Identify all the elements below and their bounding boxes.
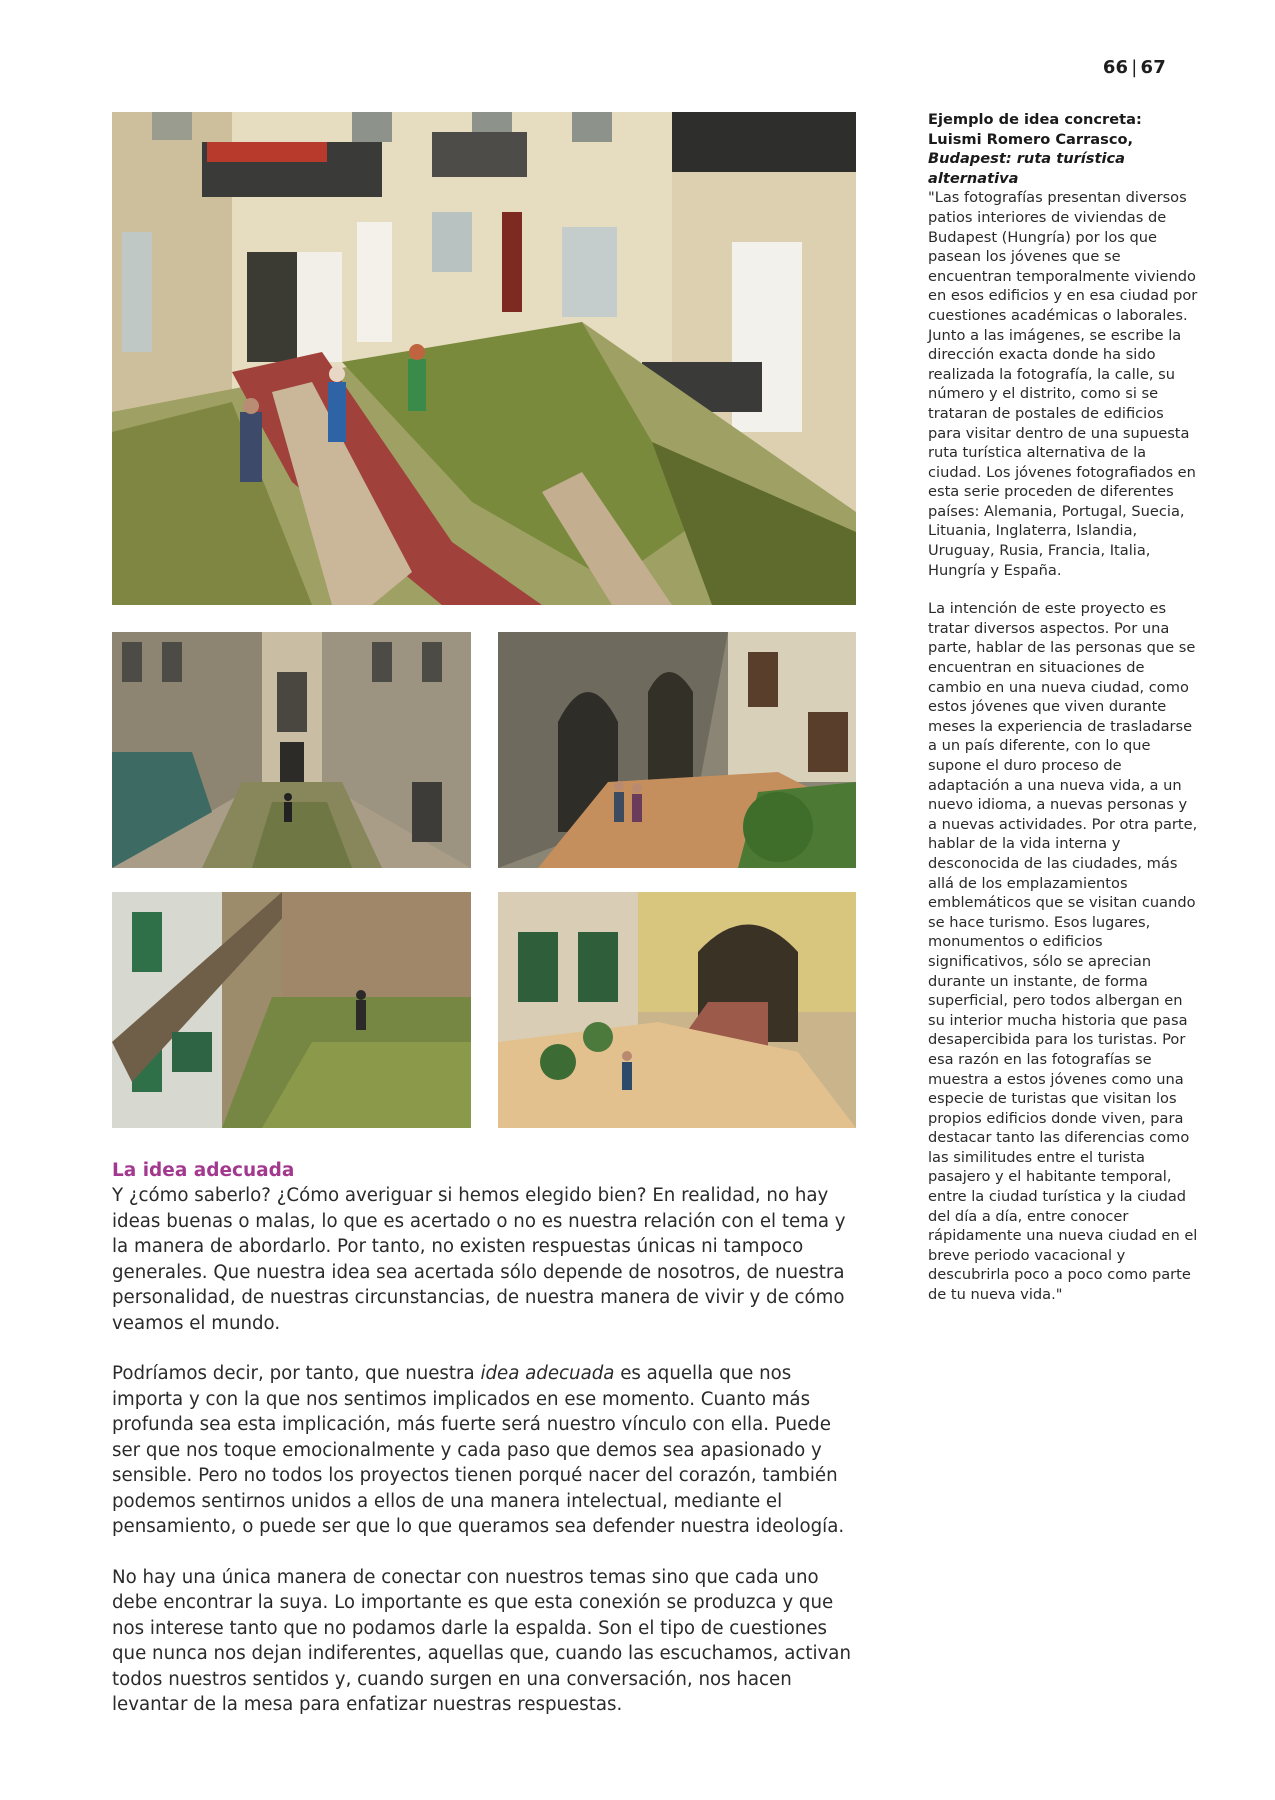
page-number-right: 67: [1140, 57, 1166, 78]
sidebar-title-line-1: Ejemplo de idea concreta:: [928, 111, 1142, 128]
sidebar-paragraph-1: "Las fotografías presentan diversos patios interiores de viviendas de Budapest (Hungría) por los que pasean los jóvenes que se encuentran temporalmente viviendo en esos edificios y en esa ciudad por cuestiones académicas o laborales. Junto a las imágenes, se escribe la dirección exacta donde ha sido realizada la fotografía, la calle, su número y el distrito, como si se trataran de postales de edificios para visitar dentro de una supuesta ruta turística alternativa de la ciudad. Los jóvenes fotografiados en esta serie proceden de diferentes países: Alemania, Portugal, Suecia, Lituania, Inglaterra, Islandia, Uruguay, Rusia, Francia, Italia, Hungría y España.: [928, 189, 1198, 579]
sidebar-title-line-2: Luismi Romero Carrasco,: [928, 130, 1134, 148]
article-paragraph-2-end: es aquella que nos importa y con la que nos sentimos implicados en ese momento. Cuanto más profunda sea esta implicación, más fuerte será nuestro vínculo con ella. Puede ser que nos toque emocionalmente y cada paso que demos sea apasionado y sensible. Pero no todos los proyectos tienen porqué nacer del corazón, también podemos sentirnos unidos a ellos de una manera intelectual, mediante el pensamiento, o puede ser que lo que queramos sea defender nuestra ideología.: [112, 1363, 845, 1537]
article-paragraph-2-start: Podríamos decir, por tanto, que nuestra: [112, 1363, 481, 1384]
courtyard-photo-arches: [498, 632, 856, 868]
page-number-separator: |: [1131, 57, 1138, 78]
article-body: [112, 1158, 862, 1743]
article-paragraph-2: [112, 1361, 862, 1540]
page-number: [1103, 57, 1166, 78]
sidebar-project-title: Budapest: ruta turística alternativa: [928, 150, 1125, 187]
page-number-left: 66: [1102, 57, 1129, 78]
article-paragraph-2-emphasis: idea adecuada: [480, 1363, 615, 1384]
sidebar-paragraph-2: La intención de este proyecto es tratar diversos aspectos. Por una parte, hablar de las personas que se encuentran en situaciones de cambio en una nueva ciudad, como estos jóvenes que viven durante meses la experiencia de trasladarse a un país diferente, con lo que supone el duro proceso de adaptación a una nueva vida, a un nuevo idioma, a nuevas personas y a nuevas actividades. Por otra parte, hablar de la vida interna y desconocida de las ciudades, más allá de los emplazamientos emblemáticos que se visitan cuando se hace turismo. Esos lugares, monumentos o edificios significativos, sólo se aprecian durante un instante, de forma superficial, pero todos albergan en su interior mucha historia que pasa desapercibida para los turistas. Por esa razón en las fotografías se muestra a estos jóvenes como una especie de turistas que visitan los propios edificios donde viven, para destacar tanto las diferencias como las similitudes entre el turista pasajero y el habitante temporal, entre la ciudad turística y la ciudad del día a día, entre conocer rápidamente una nueva ciudad en el breve periodo vacacional y descubrirla poco a poco como parte de tu nueva vida.": [928, 600, 1198, 1304]
sidebar-caption: [928, 110, 1198, 1324]
article-paragraph-3: No hay una única manera de conectar con nuestros temas sino que cada uno debe encontrar la suya. Lo importante es que esta conexión se produzca y que nos interese tanto que no podamos darle la espalda. Son el tipo de cuestiones que nunca nos dejan indiferentes, aquellas que, cuando las escuchamos, activan todos nuestros sentidos y, cuando surgen en una conversación, nos hacen levantar de la mesa para enfatizar nuestras respuestas.: [112, 1566, 851, 1715]
courtyard-photo-green-floor: [112, 892, 471, 1128]
article-paragraph-1: Y ¿cómo saberlo? ¿Cómo averiguar si hemos elegido bien? En realidad, no hay ideas buenas o malas, lo que es acertado o no es nuestra relación con el tema y la manera de abordarlo. Por tanto, no existen respuestas únicas ni tampoco generales. Que nuestra idea sea acertada sólo depende de nosotros, de nuestra personalidad, de nuestras circunstancias, de nuestra manera de vivir y de cómo veamos el mundo.: [112, 1185, 846, 1334]
article-heading: La idea adecuada: [112, 1160, 295, 1181]
sidebar-title-line-3: [928, 149, 1198, 188]
courtyard-photo-tall-walls: [112, 632, 471, 868]
courtyard-photo-staircase: [498, 892, 856, 1128]
courtyard-main-photo: [112, 112, 856, 605]
